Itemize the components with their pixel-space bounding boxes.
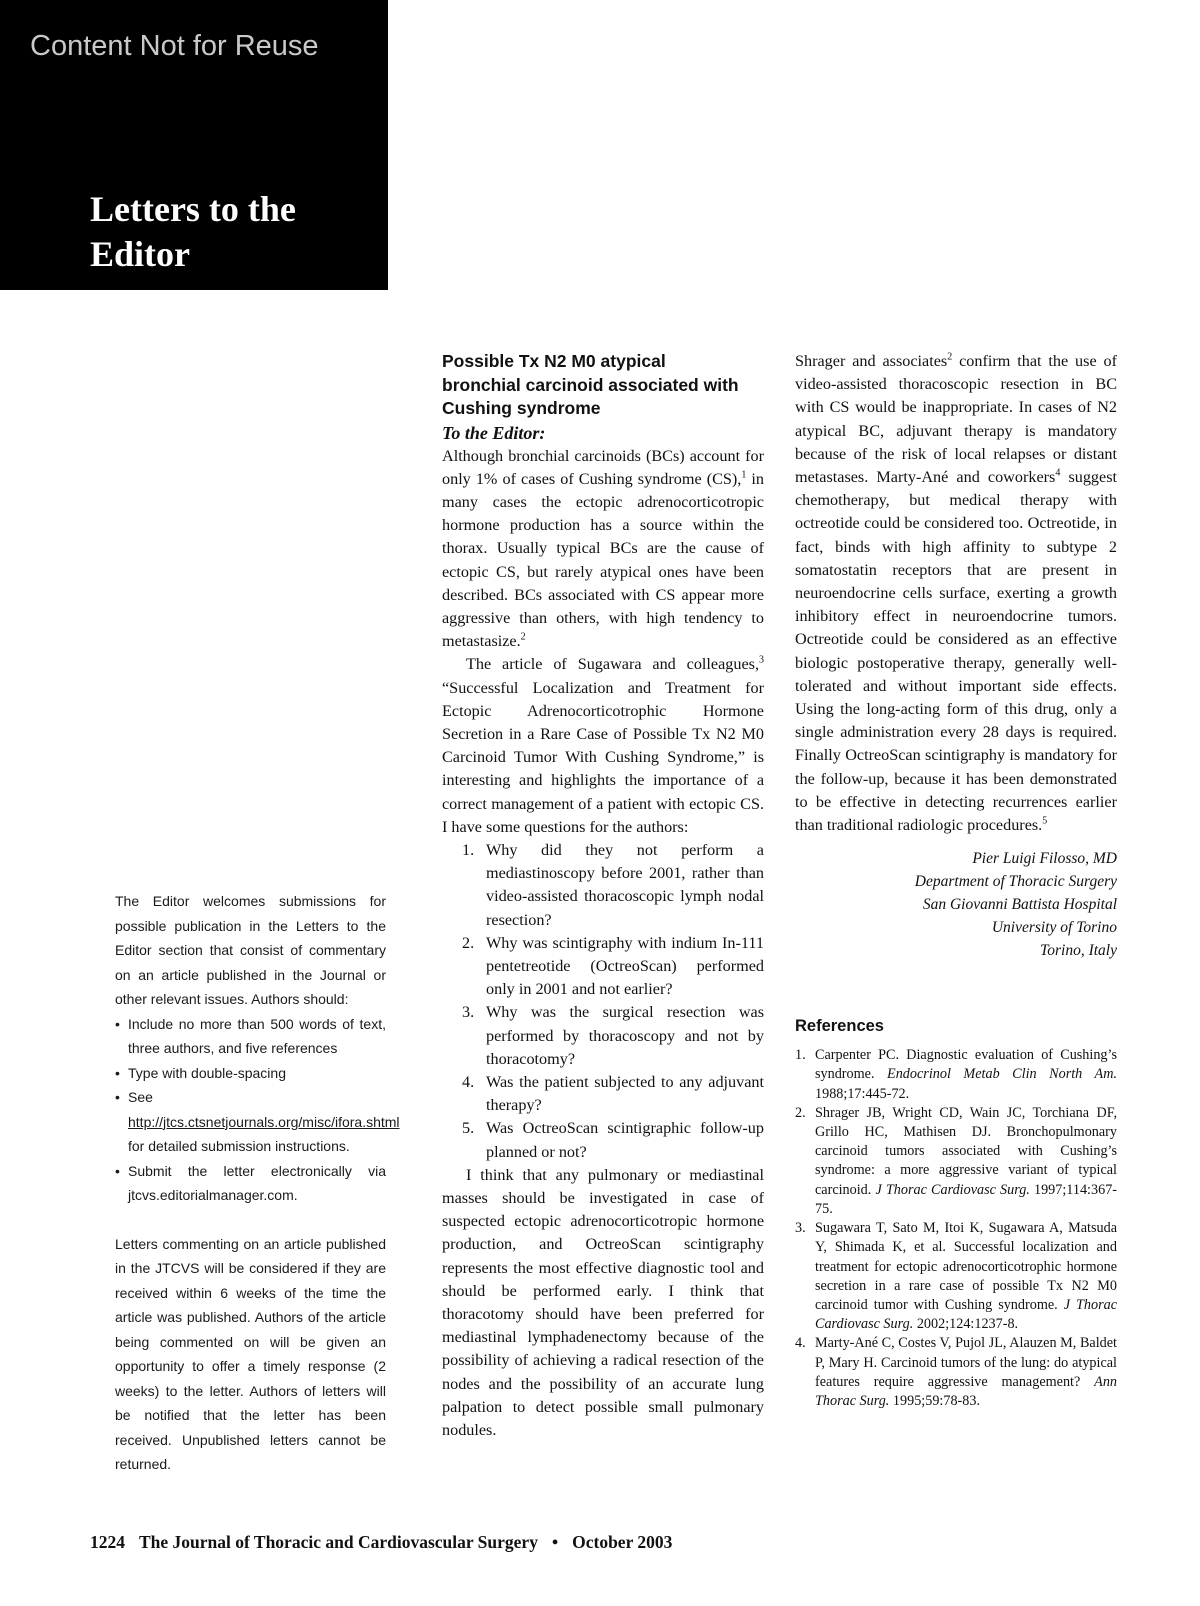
guideline-text: See — [128, 1089, 153, 1105]
watermark: Content Not for Reuse — [30, 30, 319, 62]
article-column-2 — [795, 350, 1117, 1411]
question-item — [442, 1071, 764, 1117]
citation: 2 — [520, 631, 526, 643]
question-item — [442, 932, 764, 1002]
author-name: Pier Luigi Filosso, MD — [972, 850, 1117, 868]
paragraph — [442, 445, 764, 654]
references-heading: References — [795, 1017, 884, 1036]
guideline-item: • Include no more than 500 words of text, three authors, and five references — [115, 1012, 386, 1061]
page-footer — [90, 1532, 686, 1553]
submission-guidelines — [115, 889, 400, 1477]
paragraph-text: in many cases the ectopic adrenocorticotropic hormone production has a source within the thorax. Usually typical BCs are the cause of ectopic CS, but rarely atypical ones have been described. BCs associated with CS appear more aggressive than others, with high tendency to metastasize. — [442, 469, 764, 651]
reference-number: 3. — [795, 1220, 806, 1237]
reference-text: Carpenter PC. Diagnostic evaluation of Cushing’s syndrome. — [815, 1047, 1117, 1083]
journal-name: The Journal of Thoracic and Cardiovascular Surgery — [139, 1532, 538, 1552]
question-text: Was OctreoScan scintigraphic follow-up planned or not? — [486, 1119, 764, 1161]
instructions-link[interactable]: http://jtcs.ctsnetjournals.org/misc/ifora.shtml — [128, 1113, 400, 1130]
citation: 2 — [947, 351, 953, 363]
paragraph — [442, 653, 764, 839]
author-hospital: San Giovanni Battista Hospital — [922, 896, 1117, 914]
guideline-item: • Type with double-spacing — [115, 1061, 386, 1086]
question-text: Why was scintigraphy with indium In-111 pentetreotide (OctreoScan) performed only in 2001 and not earlier? — [486, 933, 764, 999]
article-title-line: Possible Tx N2 M0 atypical — [442, 351, 666, 371]
paragraph-text: The article of Sugawara and colleagues, — [466, 655, 759, 674]
author-city: Torino, Italy — [1040, 942, 1117, 960]
questions-list — [442, 839, 764, 1164]
paragraph-text: confirm that the use of video-assisted thoracoscopic resection in BC with CS would be inappropriate. In cases of N2 atypical BC, adjuvant therapy is mandatory because of the risk of local relapses or distant metastases. Marty-Ané and coworkers — [795, 352, 1117, 487]
salutation: To the Editor: — [442, 422, 546, 443]
guideline-text: for detailed submission instructions. — [128, 1138, 350, 1154]
reference-item — [795, 1046, 1117, 1104]
paragraph-text: Shrager and associates — [795, 352, 948, 370]
article-title-line: Cushing syndrome — [442, 398, 601, 418]
question-number: 4. — [462, 1072, 475, 1091]
section-header-block — [0, 0, 388, 290]
reference-text: Shrager JB, Wright CD, Wain JC, Torchiana DF, Grillo HC, Mathisen DJ. Bronchopulmonary carcinoid tumors associated with Cushing’s syndrome: a more aggressive variant of typical carcinoid. — [815, 1104, 1117, 1198]
article-title — [442, 350, 764, 421]
question-number: 2. — [462, 933, 475, 952]
guideline-item — [115, 1085, 400, 1159]
reference-journal: Ann Thorac Surg. — [815, 1373, 1118, 1409]
paragraph: I think that any pulmonary or mediastinal masses should be investigated in case of suspected ectopic adrenocorticotropic hormone production, and OctreoScan scintigraphy represents the most effective diagnostic tool and should be performed early. I think that thoracotomy should have been preferred for mediastinal lymphadenectomy because of the possibility of achieving a radical resection of the nodes and the possibility of an accurate lung palpation to detect possible small pulmonary nodules. — [442, 1165, 764, 1440]
reference-text: Sugawara T, Sato M, Itoi K, Sugawara A, Matsuda Y, Shimada K, et al. Successful localization and treatment for ectopic adrenocorticotrophic hormone secretion in a rare case of possible Tx N2 M0 carcinoid tumor with Cushing syndrome. — [815, 1220, 1117, 1313]
question-text: Why did they not perform a mediastinoscopy before 2001, rather than video-assisted thoracoscopic lymph nodal resection? — [486, 840, 764, 929]
section-title-line: Editor — [90, 234, 191, 274]
question-item — [442, 1001, 764, 1071]
author-signature — [795, 847, 1117, 962]
references-list — [795, 1046, 1117, 1411]
question-number: 5. — [462, 1119, 475, 1138]
reference-journal: J Thorac Cardiovasc Surg. — [875, 1181, 1030, 1198]
reference-number: 1. — [795, 1047, 806, 1064]
issue-date: October 2003 — [572, 1532, 673, 1552]
reference-cite: 1997;114:367-75. — [815, 1181, 1118, 1217]
reference-journal: Endocrinol Metab Clin North Am. — [887, 1066, 1117, 1083]
reference-cite: 1995;59:78-83. — [889, 1392, 980, 1409]
section-title-line: Letters to the — [90, 189, 296, 229]
citation: 1 — [741, 469, 747, 481]
author-department: Department of Thoracic Surgery — [914, 873, 1117, 891]
paragraph — [795, 350, 1117, 837]
reference-item — [795, 1104, 1117, 1219]
reference-number: 4. — [795, 1335, 806, 1352]
paragraph-text: suggest chemotherapy, but medical therapy with octreotide could be considered too. Octreotide, in fact, binds with high affinity to subtype 2 somatostatin receptors that are present in neuroendocrine cells surface, exerting a growth inhibitory effect in neuroendocrine tumors. Octreotide could be considered as an effective biologic postoperative therapy, generally well-tolerated and without important side effects. Using the long-acting form of this drug, only a single administration every 28 days is required. Finally OctreoScan scintigraphy is mandatory for the follow-up, because it has been demonstrated to be effective in detecting recurrences earlier than traditional radiologic procedures. — [795, 468, 1118, 835]
guidelines-list — [115, 1012, 400, 1208]
question-number: 1. — [462, 840, 475, 859]
question-item — [442, 839, 764, 932]
citation: 3 — [759, 654, 764, 666]
reference-journal: J Thorac Cardiovasc Surg. — [815, 1296, 1117, 1333]
article-title-line: bronchial carcinoid associated with — [442, 374, 739, 395]
reference-item — [795, 1219, 1117, 1334]
guidelines-policy: Letters commenting on an article published in the JTCVS will be considered if they are received within 6 weeks of the time the article was published. Authors of the article being commented on will be given an opportunity to offer a timely response (2 weeks) to the letter. Authors of letters will be notified that the letter has been received. Unpublished letters cannot be returned. — [115, 1235, 386, 1472]
reference-number: 2. — [795, 1104, 806, 1121]
article-column-1 — [442, 350, 764, 1442]
question-number: 3. — [462, 1003, 475, 1022]
question-text: Was the patient subjected to any adjuvant therapy? — [486, 1072, 764, 1115]
citation: 4 — [1055, 467, 1061, 479]
page-number: 1224 — [90, 1532, 125, 1552]
reference-item — [795, 1334, 1117, 1411]
footer-separator: • — [551, 1532, 559, 1552]
reference-cite: 2002;124:1237-8. — [913, 1316, 1019, 1333]
question-text: Why was the surgical resection was performed by thoracoscopy and not by thoracotomy? — [486, 1003, 764, 1068]
guidelines-intro: The Editor welcomes submissions for possible publication in the Letters to the Editor section that consist of commentary on an article published in the Journal or other relevant issues. Authors should: — [115, 893, 386, 1007]
paragraph-text: Although bronchial carcinoids (BCs) account for only 1% of cases of Cushing syndrome (CS), — [442, 446, 764, 488]
citation: 5 — [1042, 815, 1048, 827]
question-item — [442, 1117, 764, 1163]
guideline-item: • Submit the letter electronically via jtcvs.editorialmanager.com. — [115, 1159, 386, 1208]
paragraph-text: “Successful Localization and Treatment for Ectopic Adrenocorticotrophic Hormone Secretion in a Rare Case of Possible Tx N2 M0 Carcinoid Tumor With Cushing Syndrome,” is interesting and highlights the importance of a correct management of a patient with ectopic CS. I have some questions for the authors: — [442, 678, 764, 836]
reference-cite: 1988;17:445-72. — [815, 1085, 910, 1102]
author-university: University of Torino — [991, 919, 1117, 937]
reference-text: Marty-Ané C, Costes V, Pujol JL, Alauzen M, Baldet P, Mary H. Carcinoid tumors of the lung: do atypical features require aggressive management? — [815, 1335, 1117, 1390]
section-title — [90, 187, 296, 277]
